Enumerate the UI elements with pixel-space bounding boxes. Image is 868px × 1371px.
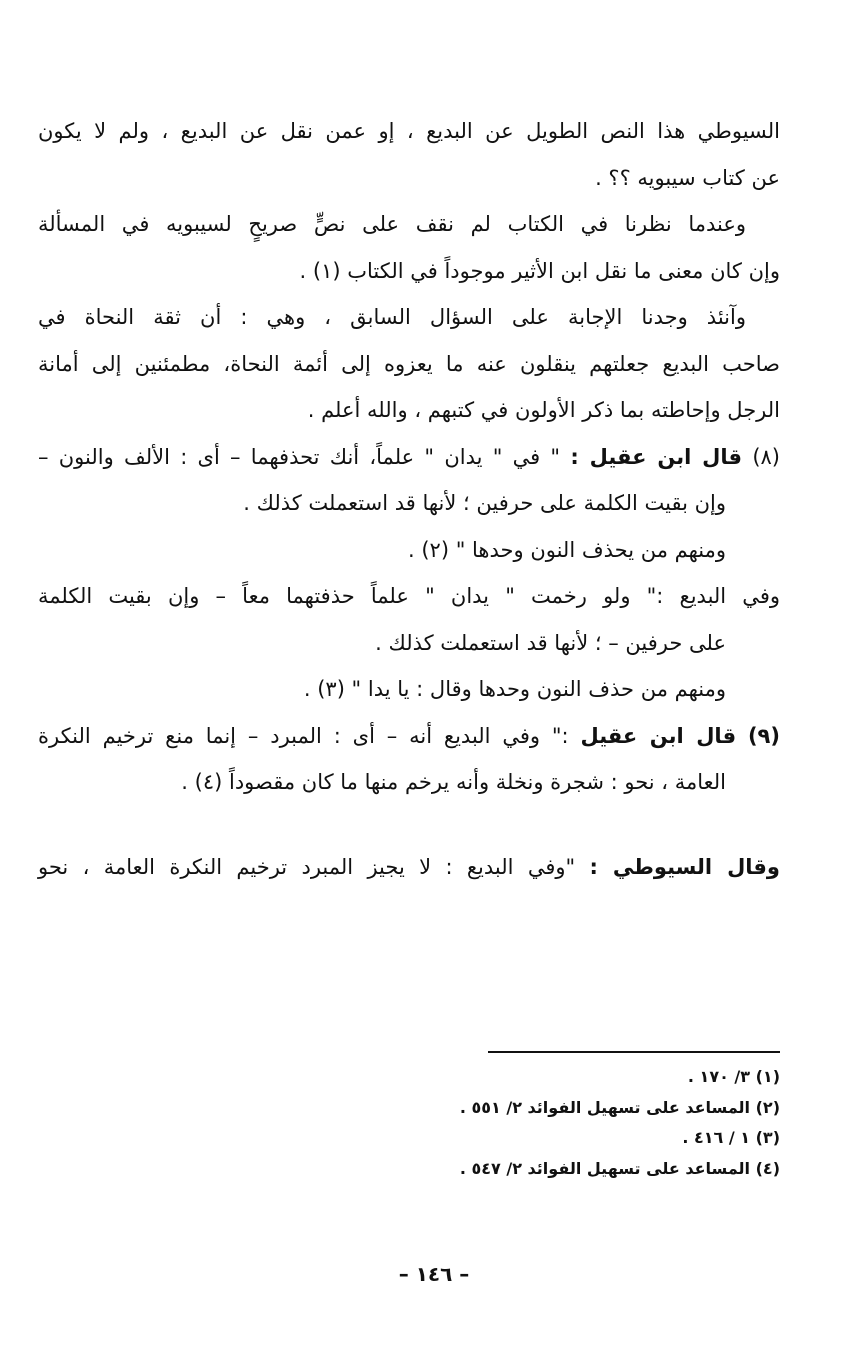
text-line: وعندما نظرنا في الكتاب لم نقف على نصٍّ صريحٍ لسيبويه في المسألة [38, 212, 746, 236]
quote-source: وقال السيوطي : [589, 854, 780, 879]
text-line: وفي البديع :" ولو رخمت " يدان " علماً حذفتهما معاً – وإن بقيت الكلمة [38, 584, 780, 608]
numbered-item-9 [38, 713, 780, 760]
footnotes [380, 1062, 780, 1184]
footnote: (٣) ١ / ٤١٦ . [682, 1128, 780, 1147]
text-line: العامة ، نحو : شجرة ونخلة وأنه يرخم منها ما كان مقصوداً (٤) . [181, 770, 726, 794]
quote-text: " في " يدان " علماً، أنك تحذفهما – أى : الألف والنون – [38, 444, 571, 469]
footnote: (٤) المساعد على تسهيل الفوائد ٢/ ٥٤٧ . [459, 1158, 780, 1178]
text-line: عن كتاب سيبويه ؟؟ . [595, 165, 780, 190]
quote-text: :" وفي البديع أنه – أى : المبرد – إنما منع ترخيم النكرة [38, 723, 581, 748]
quote-source: قال ابن عقيل [580, 723, 737, 748]
text-line: ومنهم من يحذف النون وحدها " (٢) . [408, 537, 726, 562]
quote-text: "وفي البديع : لا يجيز المبرد ترخيم النكرة العامة ، نحو [38, 854, 590, 879]
text-line: الرجل وإحاطته بما ذكر الأولون في كتبهم ، والله أعلم . [307, 398, 780, 422]
text-line: وآنئذ وجدنا الإجابة على السؤال السابق ، وهي : أن ثقة النحاة في [38, 305, 746, 329]
paragraph-gap [38, 806, 780, 844]
item-number: (٩) [747, 723, 780, 748]
item-number: (٨) [752, 444, 780, 469]
text-line: صاحب البديع جعلتهم ينقلون عنه ما يعزوه إلى أئمة النحاة، مطمئنين إلى أمانة [38, 351, 780, 376]
page-number: – ١٤٦ – [398, 1262, 470, 1286]
text-line: السيوطي هذا النص الطويل عن البديع ، إو عمن نقل عن البديع ، ولم لا يكون [38, 119, 780, 143]
footnote: (١) ٣/ ١٧٠ . [687, 1067, 780, 1086]
footnote-divider [488, 1051, 780, 1053]
text-line: على حرفين – ؛ لأنها قد استعملت كذلك . [375, 630, 726, 655]
main-text [38, 108, 780, 890]
numbered-item-8 [38, 434, 780, 481]
footnote: (٢) المساعد على تسهيل الفوائد ٢/ ٥٥١ . [459, 1097, 780, 1117]
quote-source: قال ابن عقيل : [570, 444, 743, 469]
text-line: وإن كان معنى ما نقل ابن الأثير موجوداً في الكتاب (١) . [299, 258, 780, 283]
text-line: وإن بقيت الكلمة على حرفين ؛ لأنها قد استعملت كذلك . [243, 491, 726, 515]
text-line [38, 844, 780, 891]
text-line: ومنهم من حذف النون وحدها وقال : يا يدا " (٣) . [303, 677, 726, 701]
